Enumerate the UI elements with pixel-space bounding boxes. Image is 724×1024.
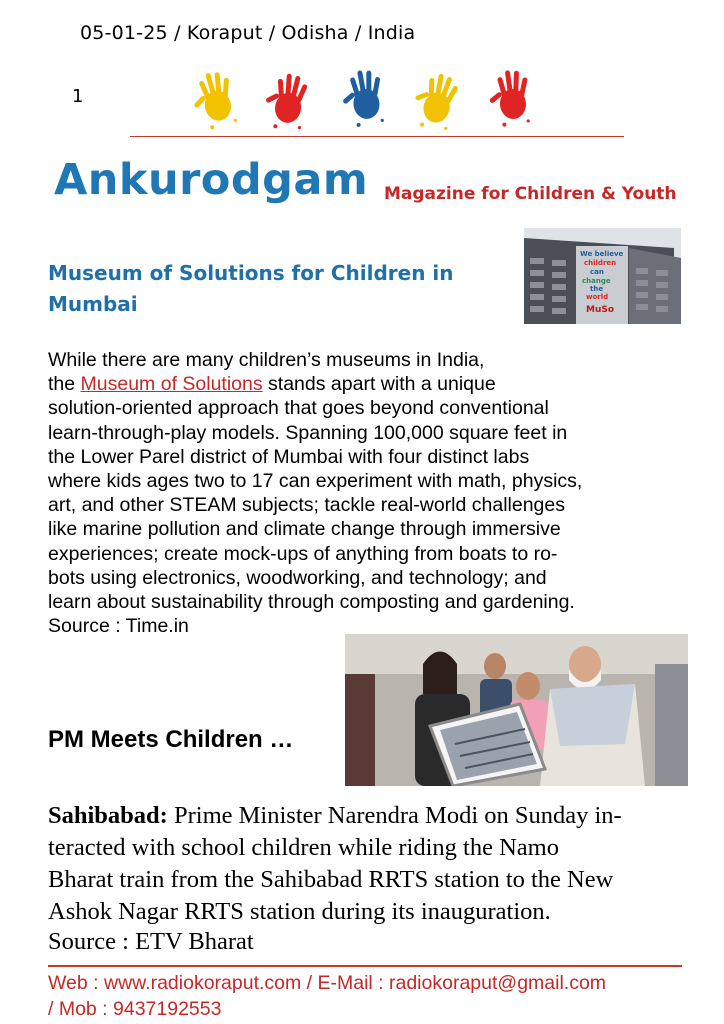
article-dateline: Sahibabad:: [48, 802, 168, 829]
handprints-logo: [180, 52, 540, 132]
article-source: Source : Time.in: [48, 615, 189, 638]
article-title-line: Mumbai: [48, 292, 138, 316]
sign-text: children: [584, 259, 617, 267]
footer-line: / Mob : 9437192553: [48, 998, 222, 1020]
hand-icon-4: [408, 69, 461, 132]
body-line: learn about sustainability through composting and gardening.: [48, 591, 575, 614]
footer-contact: [48, 970, 688, 1022]
hand-icon-2: [261, 71, 309, 132]
sign-text: world: [586, 293, 609, 301]
body-line: bots using electronics, woodworking, and technology; and: [48, 566, 547, 589]
body-line: Ashok Nagar RRTS station during its inauguration.: [48, 898, 551, 925]
body-text: Prime Minister Narendra Modi on Sunday in-: [167, 802, 622, 829]
header-divider: [130, 136, 624, 137]
body-text: the: [48, 373, 81, 396]
body-line: where kids ages two to 17 can experiment with math, physics,: [48, 470, 583, 493]
page-number: 1: [72, 86, 84, 107]
magazine-tagline: Magazine for Children & Youth: [384, 184, 677, 204]
hand-icon-5: [487, 69, 531, 128]
museum-building-photo: [524, 228, 681, 324]
hand-icon-3: [339, 68, 385, 128]
body-line: the Lower Parel district of Mumbai with four distinct labs: [48, 445, 530, 468]
sign-text: the: [590, 285, 604, 293]
article-body-museum: [48, 348, 688, 638]
article-title-pm: PM Meets Children …: [48, 726, 294, 753]
body-line: like marine pollution and climate change through immersive: [48, 518, 561, 541]
museum-of-solutions-link[interactable]: Museum of Solutions: [80, 373, 263, 396]
dateline: 05-01-25 / Koraput / Odisha / India: [80, 22, 416, 44]
body-line: learn-through-play models. Spanning 100,000 square feet in: [48, 421, 568, 444]
body-text: stands apart with a unique: [262, 373, 496, 396]
body-line: teracted with school children while riding the Namo: [48, 834, 559, 861]
body-line: experiences; create mock-ups of anything from boats to ro-: [48, 542, 558, 565]
pm-meeting-children-photo: [345, 634, 688, 786]
sign-text: change: [582, 277, 611, 285]
body-line: art, and other STEAM subjects; tackle real-world challenges: [48, 494, 565, 517]
article-title-line: Museum of Solutions for Children in: [48, 261, 454, 285]
article-source: Source : ETV Bharat: [48, 928, 254, 955]
sign-text: MuSo: [586, 305, 615, 315]
body-line: [48, 372, 688, 396]
body-line: Bharat train from the Sahibabad RRTS station to the New: [48, 866, 614, 893]
sign-text: We believe: [580, 250, 624, 258]
hand-icon-1: [187, 69, 238, 132]
article-title-museum: [48, 258, 478, 320]
sign-text: can: [590, 268, 604, 276]
footer-divider: [48, 965, 682, 967]
body-line: [48, 800, 688, 832]
article-body-pm: [48, 800, 688, 928]
body-line: While there are many children’s museums in India,: [48, 349, 485, 371]
body-line: solution-oriented approach that goes beyond conventional: [48, 397, 549, 420]
magazine-title: Ankurodgam: [54, 155, 369, 205]
footer-line: Web : www.radiokoraput.com / E-Mail : radiokoraput@gmail.com: [48, 972, 607, 994]
